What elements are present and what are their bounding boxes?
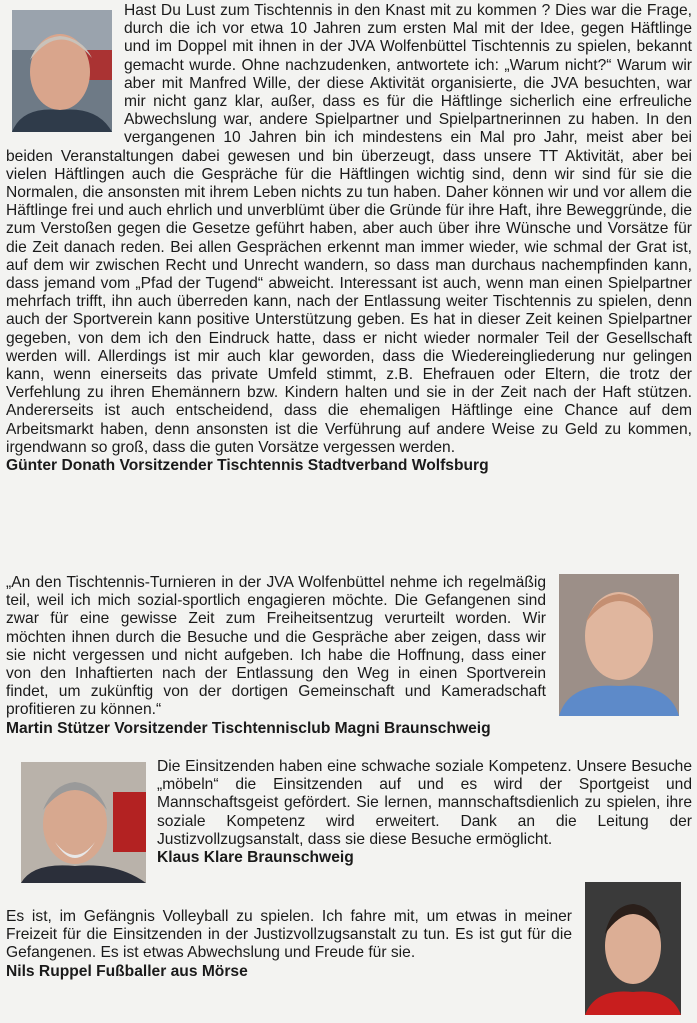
testimonial-signature: Nils Ruppel Fußballer aus Mörse (6, 962, 248, 980)
portrait-photo-ruppel (585, 882, 681, 1015)
testimonial-donath (6, 2, 692, 475)
testimonial-stuetzer (6, 574, 546, 738)
testimonial-text: „An den Tischtennis-Turnieren in der JVA Wolfenbüttel nehme ich regelmäßig teil, weil ich mich sozial-sportlich engagieren möchte. Die Gefangenen sind zwar für eine gewisse Zeit zum Freiheitsentzug verurteilt worden. Wir möchten ihnen durch die Besuche und die Gespräche aber zeigen, dass wir sie nicht vergessen und nicht aufgeben. Ich habe die Hoffnung, dass einer von den Inhaftierten nach der Entlassung den Weg in einen Sportverein findet, um zukünftig von der dortigen Gemeinschaft und Kameradschaft profitieren zu können.“ (6, 574, 546, 719)
testimonial-klare (157, 758, 692, 867)
testimonial-text: Die Einsitzenden haben eine schwache soziale Kompetenz. Unsere Besuche „möbeln“ die Einsitzenden auf und es wird der Sportgeist und Mannschaftsgeist gefördert. Sie lernen, mannschaftsdienlich zu spielen, ihre soziale Kompetenz wird erweitert. Dank an die Leitung der Justizvollzugsanstalt, dass sie diese Besuche ermöglicht. (157, 758, 692, 848)
testimonial-text: Es ist, im Gefängnis Volleyball zu spielen. Ich fahre mit, um etwas in meiner Freizeit für die Einsitzenden in der Justizvollzugsanstalt zu tun. Es ist gut für die Gefangenen. Es ist etwas Abwechslung und Freude für sie. (6, 908, 572, 962)
testimonial-text: Hast Du Lust zum Tischtennis in den Knast mit zu kommen ? Dies war die Frage, durch die ich vor etwa 10 Jahren zum ersten Mal mit der Idee, gegen Häftlinge und im Doppel mit ihnen in der JVA Wolfenbüttel Tischtennis zu spielen, bekannt gemacht wurde. Ohne nachzudenken, antwortete ich: „Warum nicht?“ Warum wir aber mit Manfred Wille, der diese Aktivität organisierte, die JVA besuchten, war mir nicht ganz klar, außer, dass es für die Häftlinge sicherlich eine erfreuliche Abwechslung war, andere Spielpartner und Spielpartnerinnen zu haben. In den vergangenen 10 Jahren bin ich mindestens ein Mal pro Jahr, meist aber bei beiden Veranstaltungen dabei gewesen und bin überzeugt, dass unsere TT Aktivität, aber bei vielen Häftlingen auch die Gespräche für die Häftlingen wichtig sind, denn wir sind für sie die Normalen, die ansonsten mit ihrem Leben nichts zu tun haben. Daher können wir und vor allem die Häftlinge frei und auch ehrlich und unverblümt über die Gründe für ihre Haft, ihre Beweggründe, die zum Verstoßen gegen die Gesetze geführt haben, aber auch über ihre Wünsche und Vorsätze für die Zeit danach reden. Bei allen Gesprächen erkennt man immer wieder, wie schmal der Grat ist, auf dem wir zwischen Recht und Unrecht wandern, so dass man durchaus nachempfinden kann, dass jemand vom „Pfad der Tugend“ abweicht. Interessant ist auch, wenn man einen Spielpartner mehrfach trifft, ihn auch überreden kann, nach der Entlassung weiter Tischtennis zu spielen, denn auch der Sportverein kann positive Unterstützung geben. Es hat in dieser Zeit keinen Spielpartner gegeben, von dem ich den Eindruck hatte, dass er nicht wieder normaler Teil der Gesellschaft werden will. Allerdings ist mir auch klar geworden, dass die Wiedereingliederung nur gelingen kann, wenn einerseits das private Umfeld stimmt, z.B. Ehefrauen oder Eltern, die trotz der Verfehlung zu ihren Ehemännern bzw. Kindern halten und sie in der Zeit nach der Haft stützen. Andererseits ist auch entscheidend, dass die ehemaligen Häftlinge eine Chance auf dem Arbeitsmarkt haben, denn ansonsten ist die Verführung auf andere Weise zu Geld zu kommen, irgendwann so groß, dass die guten Vorsätze vergessen werden. (6, 2, 692, 456)
portrait-photo-donath (12, 10, 112, 132)
testimonial-signature: Klaus Klare Braunschweig (157, 849, 354, 867)
testimonial-signature: Günter Donath Vorsitzender Tischtennis Stadtverband Wolfsburg (6, 457, 489, 475)
portrait-photo-stuetzer (559, 574, 679, 716)
portrait-photo-klare (21, 762, 146, 883)
testimonial-ruppel (6, 908, 572, 981)
testimonial-signature: Martin Stützer Vorsitzender Tischtennisclub Magni Braunschweig (6, 719, 491, 737)
